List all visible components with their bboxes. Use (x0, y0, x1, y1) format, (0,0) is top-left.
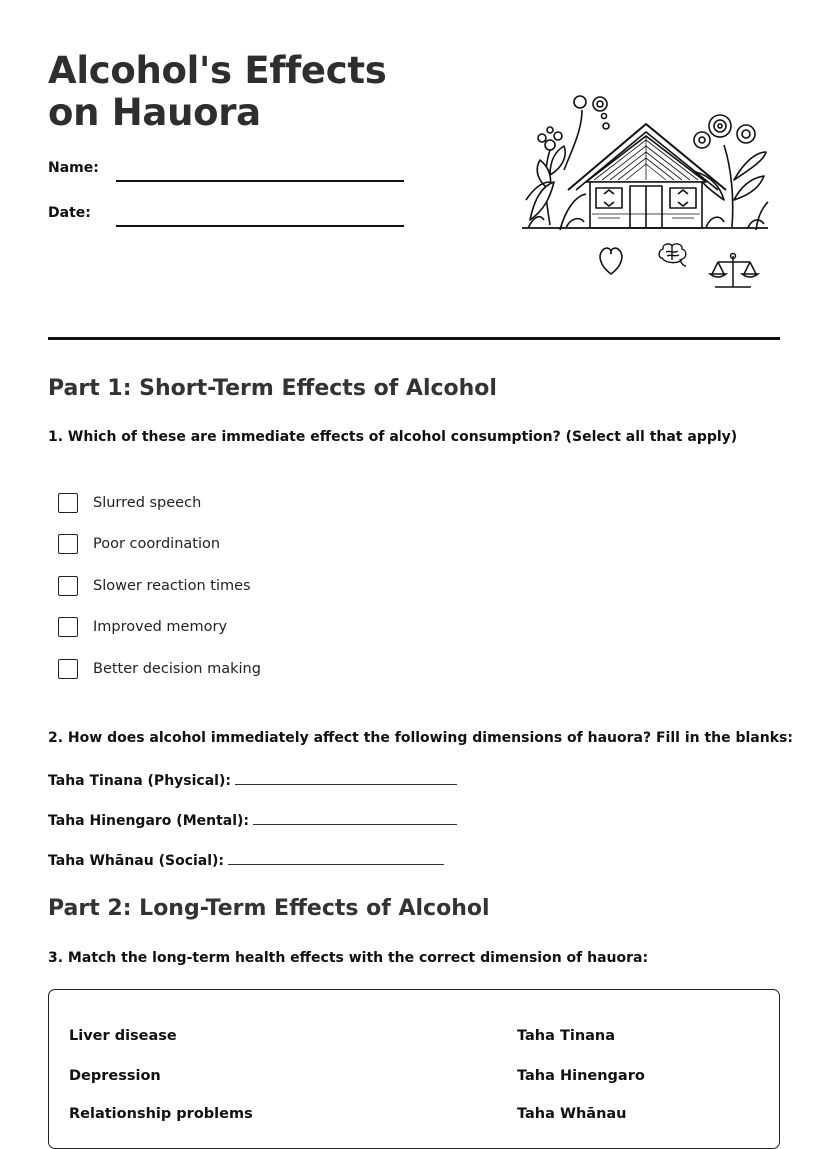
blank-label: Taha Whānau (Social): (48, 853, 225, 869)
blank-label: Taha Tinana (Physical): (48, 773, 231, 789)
blank-taha-tinana (48, 770, 457, 789)
question-1-options (58, 491, 261, 699)
name-label: Name: (48, 160, 99, 176)
part1-heading: Part 1: Short-Term Effects of Alcohol (48, 376, 497, 401)
effect-relationship-problems[interactable]: Relationship problems (69, 1106, 253, 1122)
name-field-line[interactable] (116, 180, 404, 182)
hauora-illustration (520, 90, 770, 300)
checkbox[interactable] (58, 659, 78, 679)
date-label: Date: (48, 205, 91, 221)
option-slurred-speech[interactable] (58, 491, 261, 514)
matching-box (48, 989, 780, 1149)
question-1: 1. Which of these are immediate effects of alcohol consumption? (Select all that apply) (48, 429, 738, 445)
dimension-taha-whanau[interactable]: Taha Whānau (517, 1106, 627, 1122)
checkbox[interactable] (58, 617, 78, 637)
option-label: Poor coordination (93, 536, 221, 552)
checkbox[interactable] (58, 576, 78, 596)
option-better-decision-making[interactable] (58, 657, 261, 680)
blank-answer-line[interactable] (228, 850, 444, 865)
dimension-taha-hinengaro[interactable]: Taha Hinengaro (517, 1068, 645, 1084)
checkbox[interactable] (58, 534, 78, 554)
blank-taha-hinengaro (48, 810, 457, 829)
option-label: Improved memory (93, 619, 228, 635)
option-improved-memory[interactable] (58, 616, 261, 639)
blank-label: Taha Hinengaro (Mental): (48, 813, 250, 829)
option-poor-coordination[interactable] (58, 533, 261, 556)
part2-heading: Part 2: Long-Term Effects of Alcohol (48, 896, 490, 921)
dimension-taha-tinana[interactable]: Taha Tinana (517, 1028, 616, 1044)
option-label: Slurred speech (93, 494, 202, 511)
effect-depression[interactable]: Depression (69, 1068, 161, 1084)
question-3: 3. Match the long-term health effects with the correct dimension of hauora: (48, 950, 649, 966)
brain-icon (659, 244, 686, 266)
option-label: Slower reaction times (93, 577, 251, 594)
blank-answer-line[interactable] (235, 770, 457, 785)
effect-liver-disease[interactable]: Liver disease (69, 1028, 177, 1044)
date-field-line[interactable] (116, 225, 404, 227)
blank-taha-whanau (48, 850, 444, 869)
balance-scale-icon (710, 254, 758, 288)
header-divider (48, 337, 780, 340)
page-title: Alcohol's Effects on Hauora (48, 49, 387, 134)
heart-icon (600, 248, 622, 274)
option-label: Better decision making (93, 660, 261, 677)
blank-answer-line[interactable] (253, 810, 457, 825)
question-2: 2. How does alcohol immediately affect the following dimensions of hauora? Fill in the blanks: (48, 730, 793, 746)
option-slower-reaction-times[interactable] (58, 574, 261, 597)
checkbox[interactable] (58, 493, 78, 513)
wharenui-house-icon (522, 96, 768, 230)
